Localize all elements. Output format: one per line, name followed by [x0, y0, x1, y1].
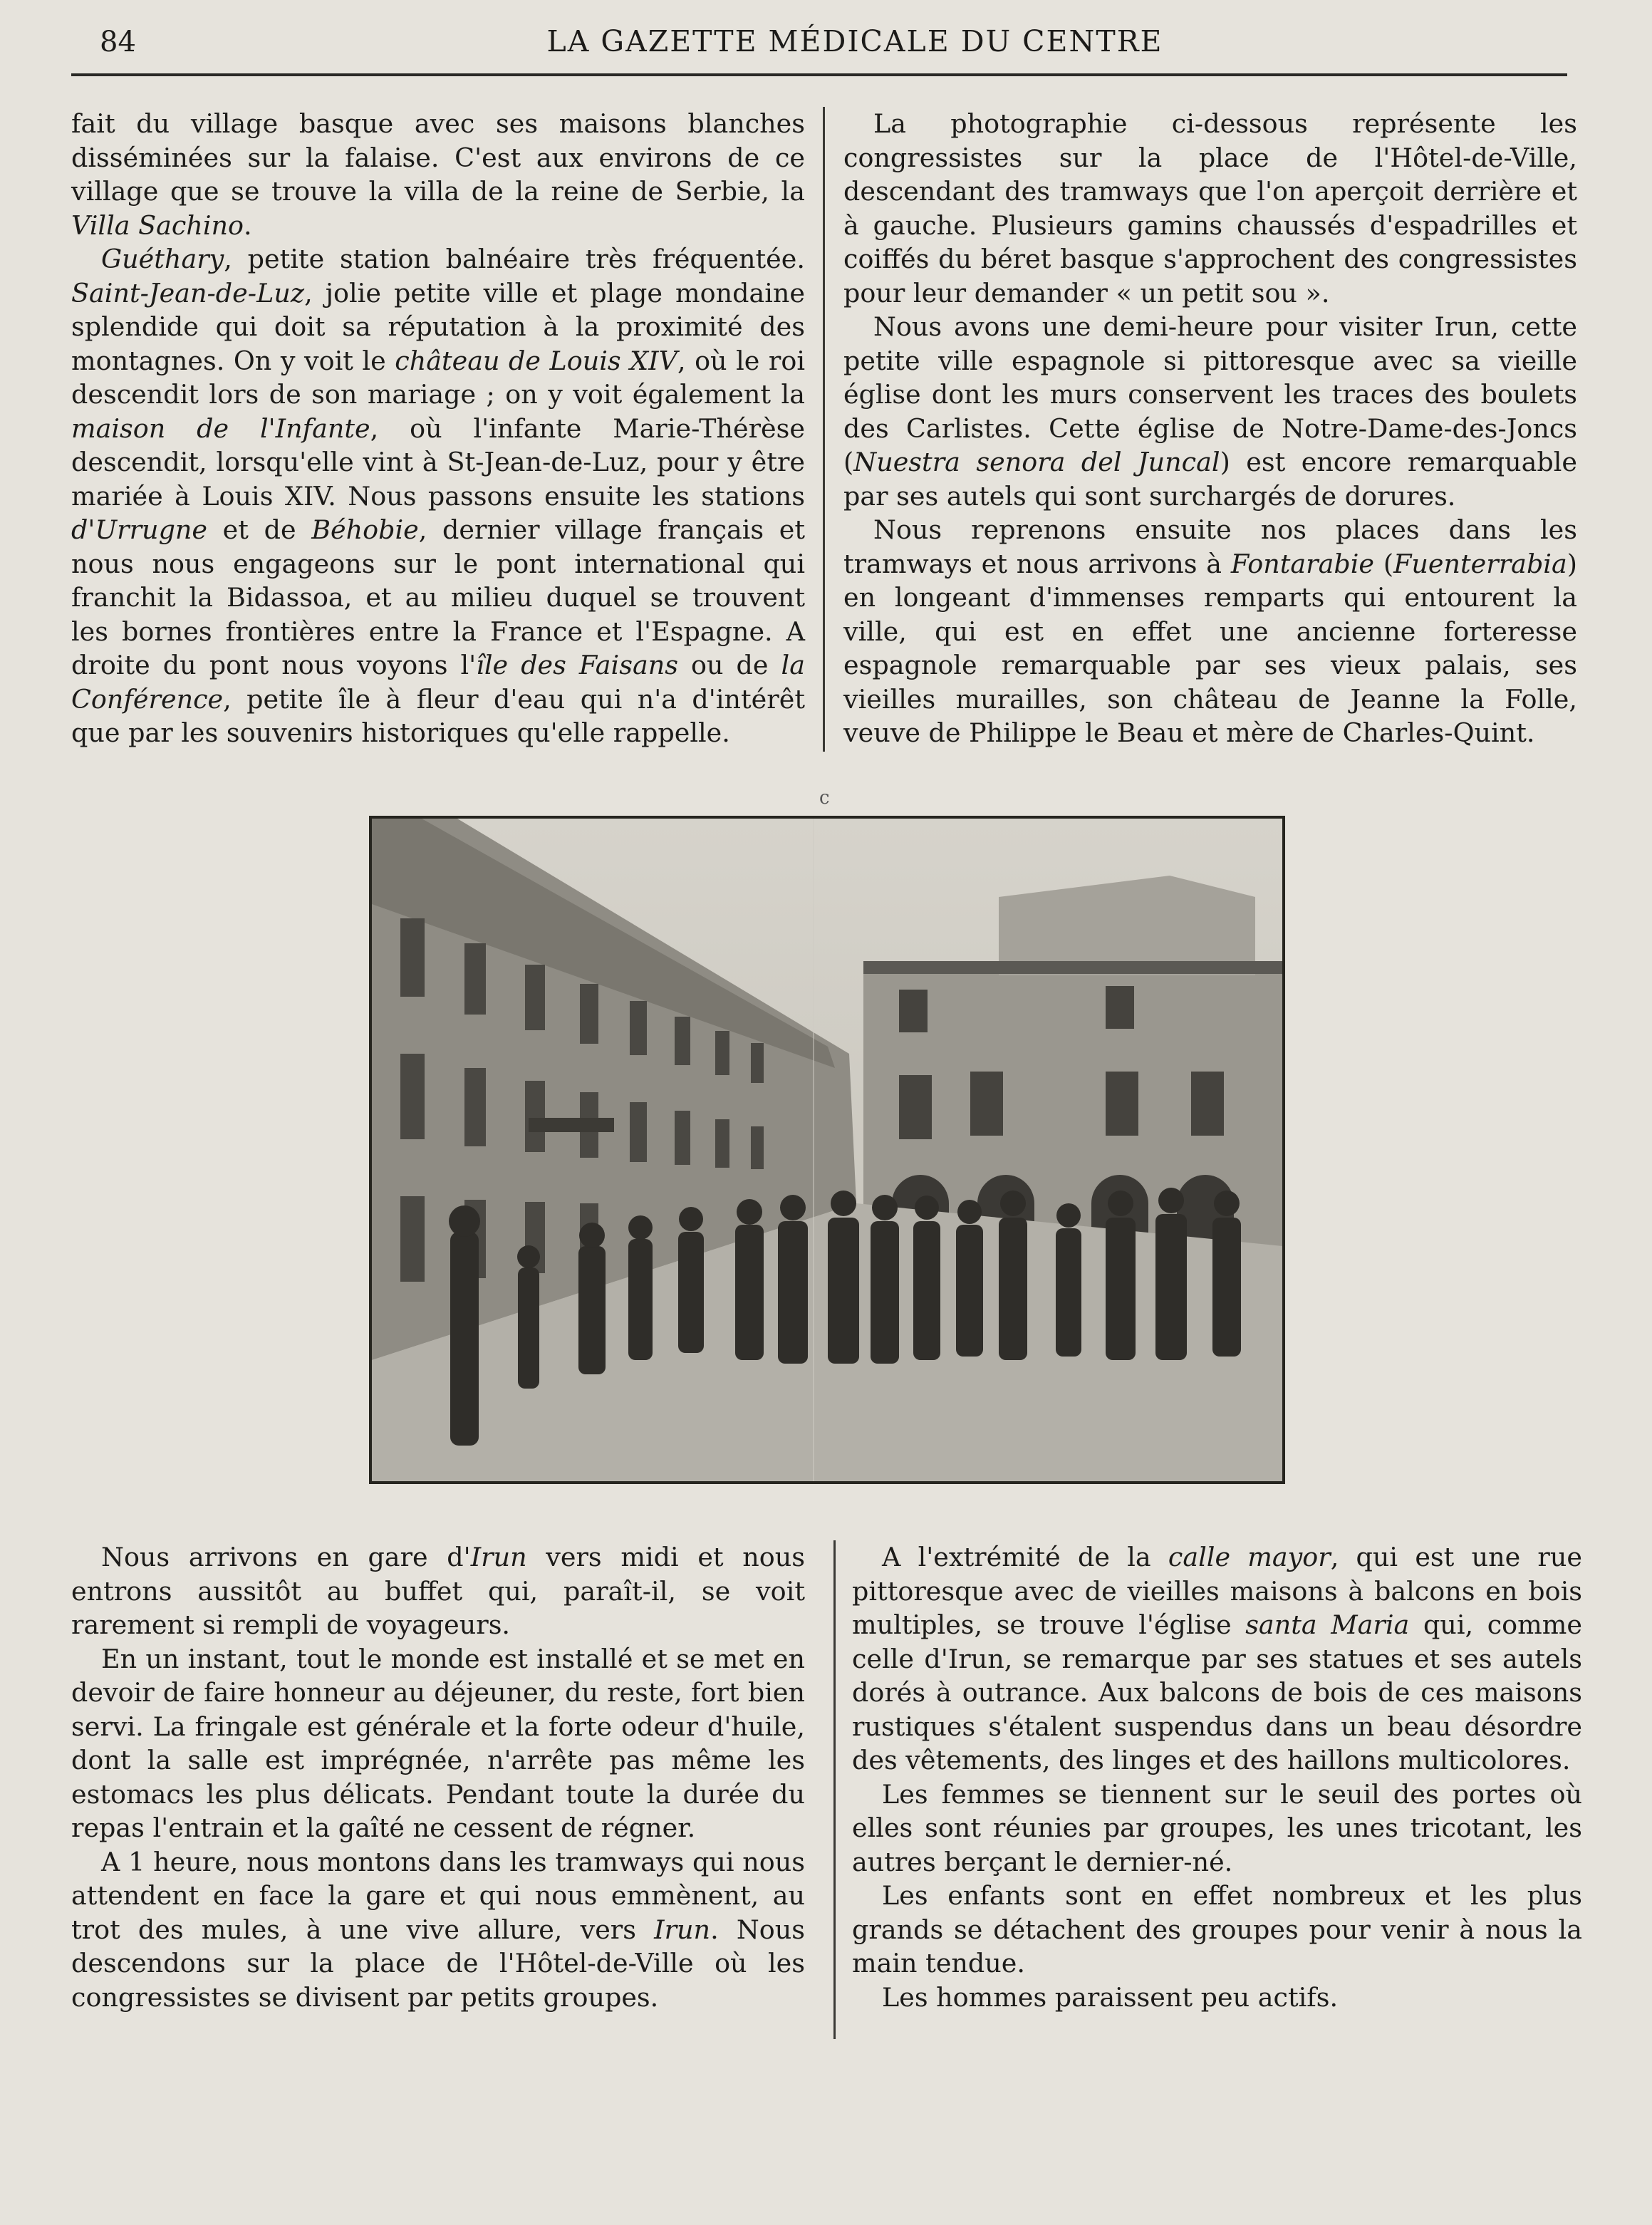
top-right-column — [843, 107, 1577, 750]
paragraph: A l'extrémité de la calle mayor, qui est une rue pittoresque avec de vieilles maisons à balcons en bois multiples, se trouve l'église santa Maria qui, comme celle d'Irun, se remarque par ses statues et ses autels dorés à outrance. Aux balcons de bois de ces maisons rustiques s'étalent suspendus dans un beau désordre des vêtements, des linges et des haillons multicolores. — [852, 1542, 1582, 1775]
photograph-congressists-irun — [369, 816, 1285, 1484]
paragraph: Nous avons une demi-heure pour visiter Irun, cette petite ville espagnole si pittoresque avec sa vieille église dont les murs conservent les traces des boulets des Carlistes. Cette église de Notre-Dame-des-Joncs (Nuestra senora del Juncal) est encore remarquable par ses autels qui sont surchargés de dorures. — [843, 311, 1577, 512]
running-title: LA GAZETTE MÉDICALE DU CENTRE — [546, 24, 1163, 58]
bottom-left-column — [71, 1540, 805, 2014]
paragraph: En un instant, tout le monde est installé et se met en devoir de faire honneur au déjeuner, du reste, fort bien servi. La fringale est générale et la forte odeur d'huile, dont la salle est imprégnée, n'arrête pas même les estomacs les plus délicats. Pendant toute la durée du repas l'entrain et la gaîté ne cessent de régner. — [71, 1643, 805, 1843]
top-left-column — [71, 107, 805, 750]
stray-mark: c — [819, 787, 830, 809]
paragraph: A 1 heure, nous montons dans les tramways qui nous attendent en face la gare et qui nous emmènent, au trot des mules, à une vive allure, vers Irun. Nous descendons sur la place de l'Hôtel-de-Ville où les congressistes se divisent par petits groupes. — [71, 1846, 805, 2013]
column-divider — [823, 107, 825, 752]
paragraph: Nous arrivons en gare d'Irun vers midi et nous entrons aussitôt au buffet qui, paraît-il, se voit rarement si rempli de voyageurs. — [71, 1542, 805, 1640]
paragraph: fait du village basque avec ses maisons blanches disséminées sur la falaise. C'est aux environs de ce village que se trouve la villa de la reine de Serbie, la Villa Sachino. — [71, 108, 805, 241]
paragraph: Les hommes paraissent peu actifs. — [882, 1981, 1339, 2013]
photo-illustration — [372, 819, 1282, 1481]
page-number: 84 — [100, 26, 136, 58]
header-rule — [71, 73, 1567, 76]
paragraph: Nous reprenons ensuite nos places dans les tramways et nous arrivons à Fontarabie (Fuenterrabia) en longeant d'immenses remparts qui entourent la ville, qui est en effet une ancienne forteresse espagnole remarquable par ses vieux palais, ses vieilles murailles, son château de Jeanne la Folle, veuve de Philippe le Beau et mère de Charles-Quint. — [843, 514, 1577, 748]
paragraph: Les enfants sont en effet nombreux et les plus grands se détachent des groupes pour venir à nous la main tendue. — [852, 1880, 1582, 1978]
paragraph: Les femmes se tiennent sur le seuil des portes où elles sont réunies par groupes, les unes tricotant, les autres berçant le dernier-né. — [852, 1778, 1582, 1877]
bottom-right-column — [852, 1540, 1582, 2014]
paragraph: La photographie ci-dessous représente les congressistes sur la place de l'Hôtel-de-Ville, descendant des tramways que l'on aperçoit derrière et à gauche. Plusieurs gamins chaussés d'espadrilles et coiffés du béret basque s'approchent des congressistes pour leur demander « un petit sou ». — [843, 108, 1577, 308]
paragraph: Guéthary, petite station balnéaire très fréquentée. Saint-Jean-de-Luz, jolie petite ville et plage mondaine splendide qui doit sa réputation à la proximité des montagnes. On y voit le château de Louis XIV, où le roi descendit lors de son mariage ; on y voit également la maison de l'Infante, où l'infante Marie-Thérèse descendit, lorsqu'elle vint à St-Jean-de-Luz, pour y être mariée à Louis XIV. Nous passons ensuite les stations d'Urrugne et de Béhobie, dernier village français et nous nous engageons sur le pont international qui franchit la Bidassoa, et au milieu duquel se trouvent les bornes frontières entre la France et l'Espagne. A droite du pont nous voyons l'île des Faisans ou de la Conférence, petite île à fleur d'eau qui n'a d'intérêt que par les souvenirs historiques qu'elle rappelle. — [71, 244, 806, 748]
column-divider — [833, 1540, 836, 2039]
